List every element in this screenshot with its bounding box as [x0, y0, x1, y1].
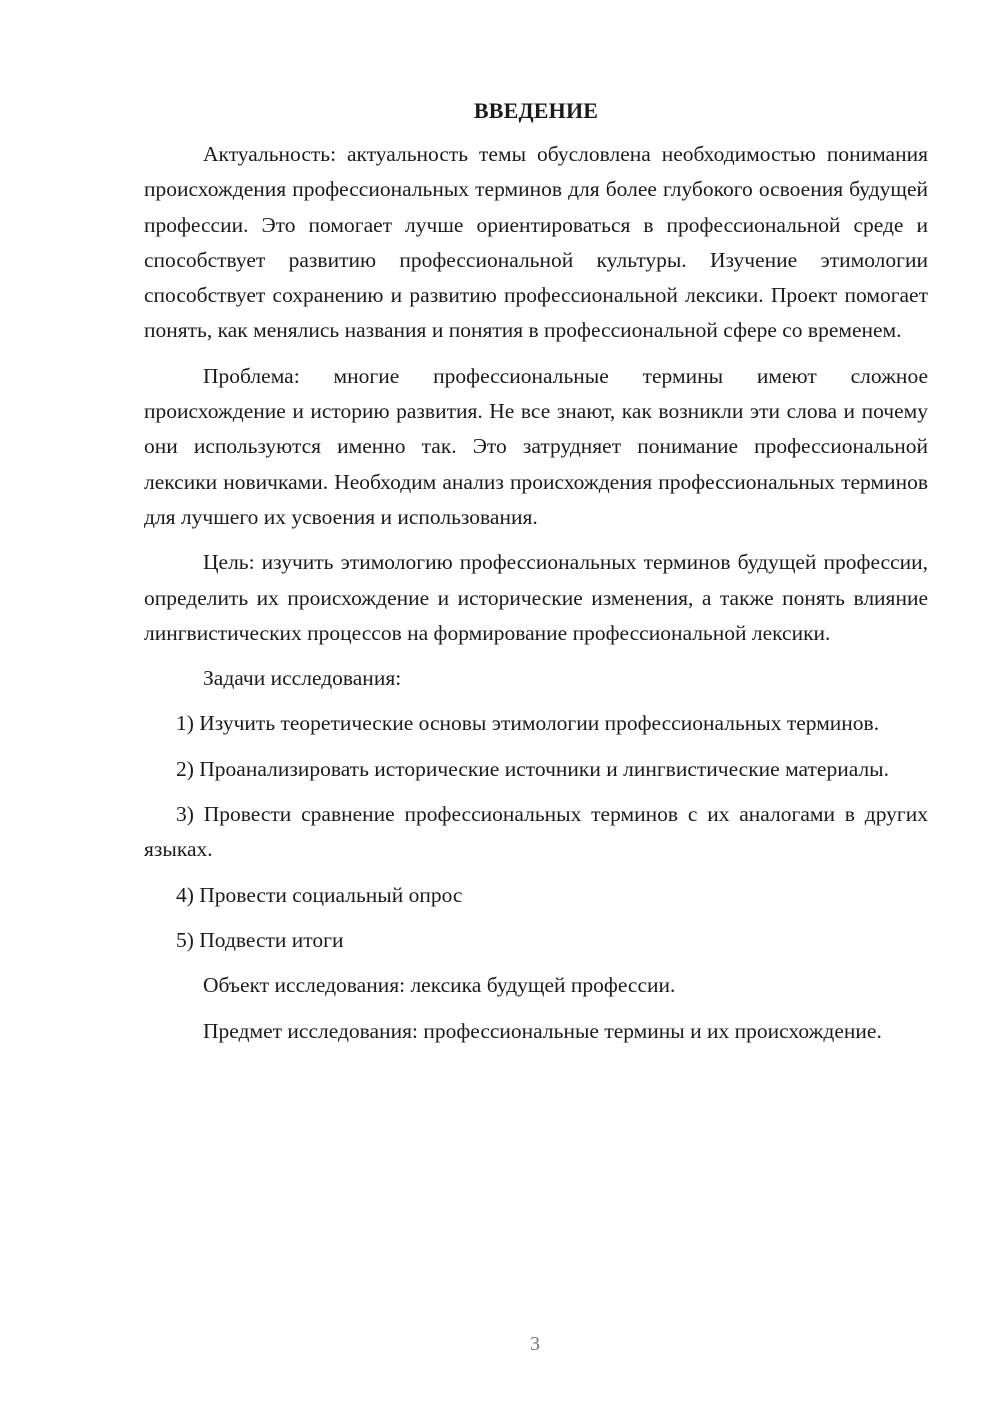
- paragraph-goal: Цель: изучить этимологию профессиональных терминов будущей профессии, определить их происхождение и исторические изменения, а также понять влияние лингвистических процессов на формирование профессиональной лексики.: [144, 550, 928, 645]
- paragraph-object: Объект исследования: лексика будущей профессии.: [203, 973, 676, 998]
- paragraph-subject: Предмет исследования: профессиональные термины и их происхождение.: [203, 1018, 882, 1043]
- task-item-2: 2) Проанализировать исторические источники и лингвистические материалы.: [176, 756, 889, 781]
- task-item-4: 4) Провести социальный опрос: [176, 882, 463, 907]
- page-content: [144, 96, 928, 1059]
- task-item-5: 5) Подвести итоги: [176, 927, 344, 952]
- page-number: 3: [530, 1333, 540, 1355]
- tasks-heading: Задачи исследования:: [203, 666, 402, 691]
- task-item-3: 3) Провести сравнение профессиональных терминов с их аналогами в других языках.: [144, 802, 928, 862]
- page-title: ВВЕДЕНИЕ: [473, 98, 599, 123]
- paragraph-relevance: Актуальность: актуальность темы обусловлена необходимостью понимания происхождения профессиональных терминов для более глубокого освоения будущей профессии. Это помогает лучше ориентироваться в профессиональной среде и способствует развитию профессиональной культуры. Изучение этимологии способствует сохранению и развитию профессиональной лексики. Проект помогает понять, как менялись названия и понятия в профессиональной сфере со временем.: [144, 142, 928, 343]
- task-item-1: 1) Изучить теоретические основы этимологии профессиональных терминов.: [176, 711, 880, 736]
- paragraph-problem: Проблема: многие профессиональные термины имеют сложное происхождение и историю развития. Не все знают, как возникли эти слова и почему они используются именно так. Это затрудняет понимание профессиональной лексики новичками. Необходим анализ происхождения профессиональных терминов для лучшего их усвоения и использования.: [144, 363, 928, 529]
